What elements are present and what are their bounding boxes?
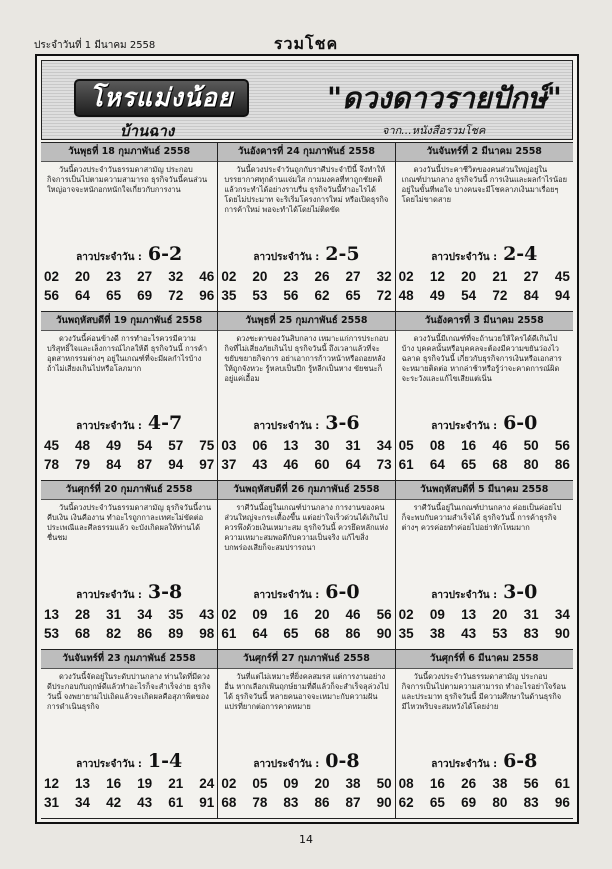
lucky-numbers-row2 — [44, 795, 214, 810]
lucky-number: 34 — [554, 607, 570, 622]
lucky-number: 72 — [168, 288, 184, 303]
forecast-text: ดวงวันนี้จัดอยู่ในระดับปานกลาง ท่านใดที่มีดวงดีประกอบกับฤกษ์ดีแล้วทำอะไรก็จะสำเร็จง่าย ธุรกิจวันนี้ จงพยายามไปเถิดแล้วจะเกิดผลคือสุภาพิตของการดำเนินธุรกิจ — [47, 672, 211, 711]
lucky-number: 02 — [221, 607, 237, 622]
lucky-number: 02 — [221, 776, 237, 791]
lucky-number: 08 — [398, 776, 414, 791]
lucky-prize — [41, 243, 217, 265]
lucky-number: 64 — [429, 457, 445, 472]
prize-label: ลาวประจำวัน : — [253, 590, 320, 601]
lucky-numbers-row2 — [221, 288, 391, 303]
lucky-number: 37 — [221, 457, 237, 472]
lucky-numbers-row2 — [221, 795, 391, 810]
forecast-cell — [41, 481, 218, 650]
lucky-numbers-row1 — [399, 776, 570, 791]
lucky-number: 34 — [376, 438, 392, 453]
lucky-number: 75 — [199, 438, 215, 453]
lucky-number: 20 — [75, 269, 91, 284]
forecast-text: ดวงชะตาของวันสิบกลาง เหมาะแก่การประกอบกิจที่ไม่เสี่ยงภัยเกินไป ธุรกิจวันนี้ ถึงเวลาแล้วที่จะขยับขยายกิจการ อย่าเอาการก้าวหน้าหรือถอยหลังให้ถูกจังหวะ รู้หลบเป็นปีก รู้หลีกเป็นหาง ขัยชนะก็อยู่แค่เอื้อม — [224, 334, 389, 383]
lucky-number: 46 — [492, 438, 508, 453]
lucky-number: 78 — [44, 457, 60, 472]
lucky-numbers-row2 — [44, 457, 214, 472]
lucky-numbers-row1 — [399, 269, 570, 284]
lucky-numbers-row2 — [44, 626, 214, 641]
lucky-number: 53 — [492, 626, 508, 641]
forecast-date: วันพฤหัสบดีที่ 19 กุมภาพันธ์ 2558 — [41, 312, 217, 331]
lucky-number: 46 — [345, 607, 361, 622]
forecast-cell — [396, 312, 573, 481]
prize-number: 4-7 — [147, 412, 183, 434]
forecast-text: ราศีวันนี้อยู่ในเกณฑ์ปานกลาง ค่อยเป็นค่อยไป ก็จะพบกับความสำเร็จได้ ธุรกิจวันนี้ การค้าธุรกิจต่างๆ ควรค่อยทำค่อยไปอย่าหักโหมมาก — [401, 503, 562, 532]
lucky-number: 35 — [168, 607, 184, 622]
lucky-numbers-row1 — [44, 776, 214, 791]
lucky-number: 65 — [345, 288, 361, 303]
lucky-number: 43 — [199, 607, 215, 622]
forecast-text: วันที่แต่ไม่เหมาะที่ยิ่งคลสมรส แต่การงานอย่างอื่น หากเลือกเฟ้นฤกษ์ยามที่ดีแล้วก็จะสำเร็จลุล่วงไปได้ ธุรกิจวันนี้ หลายคนอาจจะเหมาะกับความฝันแปรที่ยากต่อการคาดหมาย — [224, 672, 389, 711]
forecast-cell — [41, 650, 218, 819]
lucky-number: 43 — [252, 457, 268, 472]
prize-number: 0-8 — [325, 750, 360, 772]
lucky-number: 56 — [283, 288, 299, 303]
lucky-number: 86 — [554, 457, 570, 472]
lucky-number: 50 — [376, 776, 392, 791]
lucky-prize — [218, 243, 394, 265]
lucky-numbers-row1 — [221, 438, 391, 453]
lucky-number: 12 — [429, 269, 445, 284]
lucky-number: 08 — [429, 438, 445, 453]
lucky-number: 98 — [199, 626, 215, 641]
forecast-text: ราศีวันนี้อยู่ในเกณฑ์ปานกลาง การงานของคนส่วนใหญ่จะกระเตื้องขึ้น แต่อย่าใจเร็วด่วนได้เกินไปควรพึงด้วยเงินเหมาะสม ธุรกิจวันนี้ ควรยึดหลักแห่งความเหมาะสมพอดีกับความเป็นจริง แก้ไขสิ่งบกพร่องเสียก็จะสมปรารถนา — [224, 503, 389, 552]
forecast-text: ดวงวันนี้ค่อนข้างดี การทำอะไรควรมีความบริสุทธิ์ใจและเล็งการณ์ไกลให้ดี ธุรกิจวันนี้ การค้าอุตสาหกรรมต่างๆ อยู่ในเกณฑ์ที่จะมีผลกำไรบ้าง ถ้าไม่เสี่ยงเกินไปหรือโลภมาก — [47, 334, 208, 373]
prize-label: ลาวประจำวัน : — [76, 590, 142, 601]
lucky-numbers-row1 — [221, 776, 391, 791]
lucky-number: 90 — [376, 626, 392, 641]
issue-date: ประจำวันที่ 1 มีนาคม 2558 — [34, 40, 156, 51]
lucky-numbers-row2 — [44, 288, 214, 303]
lucky-numbers-row1 — [221, 607, 391, 622]
lucky-number: 13 — [461, 607, 477, 622]
lucky-numbers-row2 — [399, 288, 570, 303]
lucky-number: 61 — [168, 795, 184, 810]
lucky-number: 20 — [492, 607, 508, 622]
lucky-number: 60 — [314, 457, 330, 472]
lucky-number: 38 — [492, 776, 508, 791]
lucky-number: 38 — [345, 776, 361, 791]
forecast-date: วันศุกร์ที่ 20 กุมภาพันธ์ 2558 — [41, 481, 217, 500]
lucky-number: 56 — [554, 438, 570, 453]
lucky-number: 32 — [376, 269, 392, 284]
lucky-number: 20 — [314, 776, 330, 791]
lucky-number: 65 — [429, 795, 445, 810]
astrologer-logo: โหรแม่งน้อย — [74, 79, 249, 117]
forecast-cell — [396, 481, 573, 650]
prize-label: ลาวประจำวัน : — [431, 759, 498, 770]
lucky-number: 48 — [398, 288, 414, 303]
lucky-number: 83 — [283, 795, 299, 810]
lucky-number: 87 — [137, 457, 153, 472]
lucky-number: 16 — [106, 776, 122, 791]
column-banner — [41, 60, 573, 140]
lucky-number: 27 — [137, 269, 153, 284]
lucky-number: 38 — [429, 626, 445, 641]
lucky-number: 23 — [283, 269, 299, 284]
prize-number: 6-0 — [503, 412, 538, 434]
lucky-number: 43 — [137, 795, 153, 810]
lucky-number: 49 — [429, 288, 445, 303]
lucky-numbers-row2 — [221, 626, 391, 641]
lucky-number: 86 — [314, 795, 330, 810]
forecast-date: วันจันทร์ที่ 23 กุมภาพันธ์ 2558 — [41, 650, 217, 669]
lucky-number: 16 — [429, 776, 445, 791]
lucky-number: 20 — [252, 269, 268, 284]
lucky-number: 05 — [252, 776, 268, 791]
lucky-number: 46 — [283, 457, 299, 472]
prize-label: ลาวประจำวัน : — [76, 252, 142, 263]
prize-number: 1-4 — [147, 750, 183, 772]
content-frame — [35, 54, 579, 824]
lucky-number: 56 — [523, 776, 539, 791]
lucky-number: 09 — [252, 607, 268, 622]
prize-label: ลาวประจำวัน : — [76, 759, 142, 770]
lucky-number: 19 — [137, 776, 153, 791]
prize-label: ลาวประจำวัน : — [76, 421, 142, 432]
lucky-number: 03 — [221, 438, 237, 453]
lucky-number: 56 — [44, 288, 60, 303]
lucky-number: 02 — [221, 269, 237, 284]
prize-number: 2-4 — [503, 243, 538, 265]
lucky-number: 49 — [106, 438, 122, 453]
column-title: "ดวงดาวรายปักษ์" — [327, 81, 562, 115]
lucky-number: 13 — [283, 438, 299, 453]
prize-number: 3-6 — [325, 412, 360, 434]
lucky-number: 26 — [461, 776, 477, 791]
lucky-number: 53 — [252, 288, 268, 303]
prize-label: ลาวประจำวัน : — [431, 252, 498, 263]
forecast-cell — [218, 312, 395, 481]
lucky-number: 84 — [106, 457, 122, 472]
lucky-number: 53 — [44, 626, 60, 641]
forecast-date: วันอังคารที่ 3 มีนาคม 2558 — [396, 312, 573, 331]
lucky-number: 69 — [461, 795, 477, 810]
lucky-number: 13 — [44, 607, 60, 622]
lucky-number: 73 — [376, 457, 392, 472]
lucky-number: 68 — [75, 626, 91, 641]
forecast-date: วันพุธที่ 25 กุมภาพันธ์ 2558 — [218, 312, 394, 331]
lucky-number: 05 — [398, 438, 414, 453]
lucky-numbers-row2 — [221, 457, 391, 472]
forecast-text: วันนี้ดวงประจำวันถูกกับราศีประจำปีนี้ จึงทำให้บรรยากาศทุกด้านแจ่มใส กามมงคลที่ทาถูกชัยคติแล้วกระทำได้อย่างราบรื่น ธุรกิจวันนี้ทำอะไรได้โดยไม่ประมาท จะริเริ่มโครงการใหม่ หรือเปิดธุรกิจการค้าใหม่ พอจะทำได้โดยไม่ติดขัด — [224, 165, 389, 214]
lucky-number: 65 — [106, 288, 122, 303]
prize-label: ลาวประจำวัน : — [253, 421, 320, 432]
lucky-numbers-row2 — [399, 626, 570, 641]
lucky-number: 27 — [523, 269, 539, 284]
lucky-number: 68 — [492, 457, 508, 472]
lucky-prize — [41, 412, 217, 434]
lucky-prize — [218, 412, 394, 434]
lucky-prize — [41, 750, 217, 772]
lucky-number: 61 — [398, 457, 414, 472]
prize-label: ลาวประจำวัน : — [253, 759, 320, 770]
lucky-number: 34 — [137, 607, 153, 622]
forecast-date: วันอังคารที่ 24 กุมภาพันธ์ 2558 — [218, 143, 394, 162]
forecast-cell — [396, 650, 573, 819]
lucky-number: 80 — [492, 795, 508, 810]
lucky-number: 57 — [168, 438, 184, 453]
forecast-cell — [396, 143, 573, 312]
lucky-number: 61 — [221, 626, 237, 641]
forecast-date: วันพฤหัสบดีที่ 5 มีนาคม 2558 — [396, 481, 573, 500]
lucky-number: 54 — [137, 438, 153, 453]
lucky-number: 48 — [75, 438, 91, 453]
forecast-cell — [41, 143, 218, 312]
prize-number: 6-0 — [325, 581, 360, 603]
prize-label: ลาวประจำวัน : — [431, 421, 498, 432]
lucky-number: 94 — [168, 457, 184, 472]
lucky-number: 84 — [523, 288, 539, 303]
lucky-number: 64 — [252, 626, 268, 641]
lucky-number: 02 — [44, 269, 60, 284]
forecast-cell — [218, 143, 395, 312]
lucky-number: 80 — [523, 457, 539, 472]
lucky-number: 31 — [523, 607, 539, 622]
lucky-number: 16 — [461, 438, 477, 453]
astrologer-location: บ้านฉาง — [120, 122, 175, 140]
lucky-number: 12 — [44, 776, 60, 791]
forecast-date: วันพฤหัสบดีที่ 26 กุมภาพันธ์ 2558 — [218, 481, 394, 500]
lucky-number: 65 — [283, 626, 299, 641]
column-source: จาก...หนังสือรวมโชค — [382, 124, 486, 137]
lucky-numbers-row1 — [44, 438, 214, 453]
prize-label: ลาวประจำวัน : — [253, 252, 320, 263]
lucky-number: 91 — [199, 795, 215, 810]
lucky-number: 96 — [554, 795, 570, 810]
lucky-number: 21 — [168, 776, 184, 791]
forecast-text: วันนี้ดวงประจำวันธรรมดาสามัญ ธุรกิจวันนี้งานคืบเงิน เงินคืองาน ทำอะไรถูกกาละเทศะไม่ขัดต่อประเพณีและศีลธรรมแล้ว จะบังเกิดผลให้ท่านได้ชื่นชม — [47, 503, 212, 542]
lucky-number: 30 — [314, 438, 330, 453]
lucky-number: 23 — [106, 269, 122, 284]
lucky-number: 96 — [199, 288, 215, 303]
lucky-numbers-row1 — [221, 269, 391, 284]
lucky-numbers-row1 — [399, 438, 570, 453]
lucky-number: 06 — [252, 438, 268, 453]
lucky-numbers-row1 — [399, 607, 570, 622]
lucky-prize — [218, 581, 394, 603]
lucky-number: 69 — [137, 288, 153, 303]
lucky-number: 34 — [75, 795, 91, 810]
forecast-text: วันนี้ดวงประจำวันธรรมดาสามัญ ประกอบกิจการเป็นไปตามความสามารถ ธุรกิจวันนี้คนส่วนใหญ่อาจจะหนักอกหนักใจเกี่ยวกับการงาน — [47, 165, 208, 194]
lucky-number: 31 — [106, 607, 122, 622]
lucky-number: 82 — [106, 626, 122, 641]
lucky-prize — [396, 412, 573, 434]
prize-label: ลาวประจำวัน : — [431, 590, 498, 601]
forecast-text: ดวงวันนี้ประคาชีวิตของคนส่วนใหญ่อยู่ในเกณฑ์ปานกลาง ธุรกิจวันนี้ การเงินและผลกำไรน้อยอยู่ในขั้นที่พอใจ บางคนจะมีโชคลาภเงินมาเรื่อยๆ โดยไม่ขาดสาย — [401, 165, 567, 204]
lucky-number: 68 — [221, 795, 237, 810]
lucky-numbers-row1 — [44, 269, 214, 284]
lucky-number: 09 — [283, 776, 299, 791]
lucky-number: 13 — [75, 776, 91, 791]
lucky-prize — [218, 750, 394, 772]
lucky-number: 35 — [221, 288, 237, 303]
lucky-number: 90 — [554, 626, 570, 641]
lucky-number: 54 — [461, 288, 477, 303]
forecast-cell — [41, 312, 218, 481]
lucky-numbers-row2 — [399, 795, 570, 810]
lucky-number: 09 — [429, 607, 445, 622]
lucky-number: 42 — [106, 795, 122, 810]
lucky-number: 26 — [314, 269, 330, 284]
prize-number: 6-8 — [503, 750, 538, 772]
lucky-number: 87 — [345, 795, 361, 810]
lucky-number: 24 — [199, 776, 215, 791]
lucky-number: 31 — [345, 438, 361, 453]
prize-number: 3-0 — [503, 581, 538, 603]
lucky-number: 20 — [314, 607, 330, 622]
forecast-text: วันนี้ดวงประจำวันธรรมดาสามัญ ประกอบกิจการเป็นไปตามความสามารถ ทำอะไรอย่าใจร้อนและประมาท ธุรกิจวันนี้ มีความศึกษาในด้านธุรกิจ มีไหวพริบจะสมหวังได้โดยง่าย — [401, 672, 566, 711]
page-number: 14 — [299, 833, 313, 846]
lucky-number: 62 — [314, 288, 330, 303]
prize-number: 2-5 — [325, 243, 360, 265]
lucky-number: 56 — [376, 607, 392, 622]
lucky-number: 65 — [461, 457, 477, 472]
forecast-date: วันศุกร์ที่ 6 มีนาคม 2558 — [396, 650, 573, 669]
lucky-number: 89 — [168, 626, 184, 641]
lucky-number: 46 — [199, 269, 215, 284]
forecast-grid — [41, 142, 573, 819]
lucky-number: 72 — [376, 288, 392, 303]
lucky-number: 32 — [168, 269, 184, 284]
lucky-number: 02 — [398, 269, 414, 284]
lucky-numbers-row1 — [44, 607, 214, 622]
lucky-number: 61 — [554, 776, 570, 791]
lucky-number: 43 — [461, 626, 477, 641]
forecast-cell — [218, 481, 395, 650]
lucky-number: 79 — [75, 457, 91, 472]
prize-number: 6-2 — [147, 243, 183, 265]
publication-name: รวมโชค — [273, 34, 339, 53]
lucky-number: 62 — [398, 795, 414, 810]
lucky-number: 64 — [345, 457, 361, 472]
lucky-number: 20 — [461, 269, 477, 284]
forecast-text: ดวงวันนี้มีเกณฑ์ที่จะถ้านวยให้ใครได้ดีเกินไปบ้าง บุคคลนั้นหรือบุคคลจะต้องมีความขยันว่องไว ฉลาด ธุรกิจวันนี้ เกี่ยวกับธุรกิจการเงินหรือเอกสารจะหมายติดต่อ หากล่าช้าหรือรู้ว่าจะคาดการณ์ผิด จะระวังและแก้ไขเสียแต่เนิ่น — [401, 334, 562, 383]
lucky-number: 64 — [75, 288, 91, 303]
lucky-number: 27 — [345, 269, 361, 284]
lucky-number: 83 — [523, 795, 539, 810]
lucky-number: 78 — [252, 795, 268, 810]
lucky-number: 21 — [492, 269, 508, 284]
lucky-number: 97 — [199, 457, 215, 472]
lucky-number: 83 — [523, 626, 539, 641]
lucky-number: 86 — [137, 626, 153, 641]
forecast-cell — [218, 650, 395, 819]
lucky-prize — [41, 581, 217, 603]
forecast-date: วันศุกร์ที่ 27 กุมภาพันธ์ 2558 — [218, 650, 394, 669]
lucky-number: 94 — [554, 288, 570, 303]
forecast-date: วันพุธที่ 18 กุมภาพันธ์ 2558 — [41, 143, 217, 162]
lucky-number: 50 — [523, 438, 539, 453]
lucky-prize — [396, 243, 573, 265]
lucky-number: 45 — [44, 438, 60, 453]
lucky-number: 86 — [345, 626, 361, 641]
lucky-number: 31 — [44, 795, 60, 810]
lucky-number: 68 — [314, 626, 330, 641]
lucky-prize — [396, 581, 573, 603]
lucky-number: 02 — [398, 607, 414, 622]
lucky-number: 90 — [376, 795, 392, 810]
lucky-prize — [396, 750, 573, 772]
lucky-numbers-row2 — [399, 457, 570, 472]
prize-number: 3-8 — [147, 581, 183, 603]
lucky-number: 16 — [283, 607, 299, 622]
lucky-number: 72 — [492, 288, 508, 303]
forecast-date: วันจันทร์ที่ 2 มีนาคม 2558 — [396, 143, 573, 162]
lucky-number: 28 — [75, 607, 91, 622]
lucky-number: 45 — [554, 269, 570, 284]
lucky-number: 35 — [398, 626, 414, 641]
